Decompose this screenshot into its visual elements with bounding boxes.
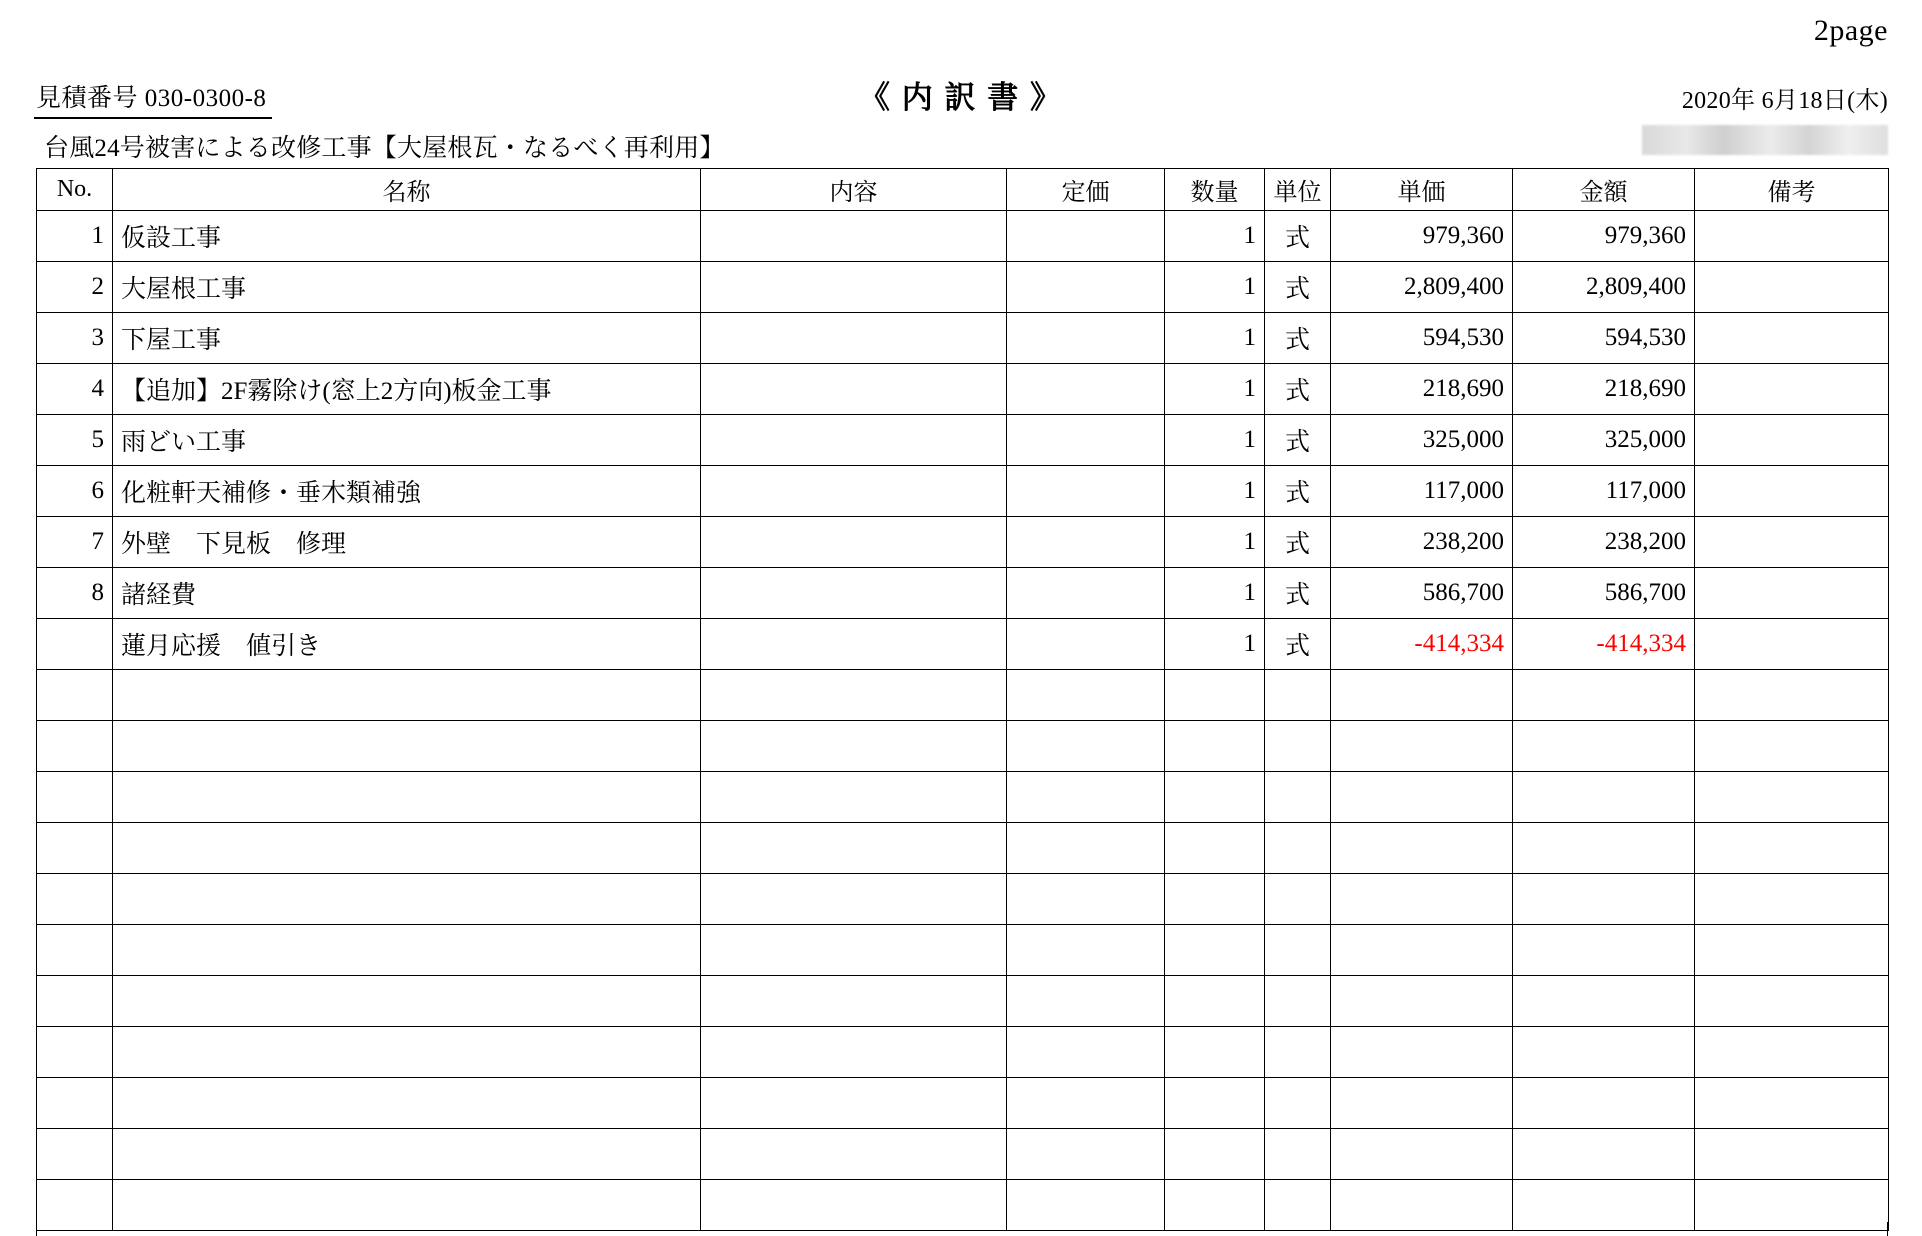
cell-content (701, 721, 1007, 772)
cell-content (701, 823, 1007, 874)
cell-amount (1513, 823, 1695, 874)
cell-price (1007, 670, 1165, 721)
redacted-block (1642, 125, 1888, 155)
cell-unit-price (1331, 1129, 1513, 1180)
cell-unit (1265, 721, 1331, 772)
cell-no (37, 1027, 113, 1078)
cell-content (701, 313, 1007, 364)
table-body (37, 211, 1889, 1231)
cell-no: 7 (37, 517, 113, 568)
cell-quantity: 1 (1165, 619, 1265, 670)
cell-price (1007, 772, 1165, 823)
cell-no (37, 976, 113, 1027)
cell-content (701, 466, 1007, 517)
cell-amount (1513, 1129, 1695, 1180)
cell-unit-price (1331, 772, 1513, 823)
cell-amount: 979,360 (1513, 211, 1695, 262)
table-row[interactable] (37, 262, 1889, 313)
cell-no (37, 619, 113, 670)
cell-content (701, 1027, 1007, 1078)
cell-unit (1265, 874, 1331, 925)
column-header-no: No. (37, 169, 113, 211)
cell-no (37, 1129, 113, 1180)
cell-name: 仮設工事 (113, 211, 701, 262)
cell-no (37, 721, 113, 772)
cell-unit-price: 218,690 (1331, 364, 1513, 415)
cell-quantity: 1 (1165, 313, 1265, 364)
cell-price (1007, 823, 1165, 874)
cell-content (701, 568, 1007, 619)
cell-unit-price: 594,530 (1331, 313, 1513, 364)
cell-name (113, 1078, 701, 1129)
cell-note (1695, 823, 1889, 874)
cell-no: 5 (37, 415, 113, 466)
cell-name (113, 772, 701, 823)
cell-unit-price: 325,000 (1331, 415, 1513, 466)
cell-amount (1513, 874, 1695, 925)
table-header-row (37, 169, 1889, 211)
project-title: 台風24号被害による改修工事【大屋根瓦・なるべく再利用】 (44, 135, 725, 162)
table-row[interactable] (37, 568, 1889, 619)
cell-no (37, 925, 113, 976)
cell-amount: 325,000 (1513, 415, 1695, 466)
table-row[interactable] (37, 874, 1889, 925)
column-header-unitprice: 単価 (1331, 169, 1513, 211)
cell-price (1007, 619, 1165, 670)
cell-note (1695, 1027, 1889, 1078)
cell-amount (1513, 721, 1695, 772)
cell-price (1007, 925, 1165, 976)
cell-note (1695, 670, 1889, 721)
cell-name: 雨どい工事 (113, 415, 701, 466)
cell-note (1695, 721, 1889, 772)
cell-name (113, 1027, 701, 1078)
cell-content (701, 670, 1007, 721)
cell-unit: 式 (1265, 364, 1331, 415)
cell-no: 6 (37, 466, 113, 517)
cell-unit (1265, 823, 1331, 874)
cell-unit (1265, 976, 1331, 1027)
cell-name: 【追加】2F霧除け(窓上2方向)板金工事 (113, 364, 701, 415)
cell-name (113, 874, 701, 925)
cell-unit-price: 2,809,400 (1331, 262, 1513, 313)
cell-name (113, 976, 701, 1027)
cell-no: 3 (37, 313, 113, 364)
cell-note (1695, 568, 1889, 619)
cell-unit (1265, 1129, 1331, 1180)
cell-amount (1513, 976, 1695, 1027)
cell-note (1695, 976, 1889, 1027)
cell-unit: 式 (1265, 211, 1331, 262)
column-header-name: 名称 (113, 169, 701, 211)
column-header-content: 内容 (701, 169, 1007, 211)
table-bottom-edge (36, 1222, 1888, 1236)
cell-name (113, 721, 701, 772)
breakdown-table (36, 168, 1889, 1231)
cell-quantity (1165, 1078, 1265, 1129)
cell-content (701, 415, 1007, 466)
cell-quantity (1165, 670, 1265, 721)
cell-unit-price (1331, 823, 1513, 874)
cell-note (1695, 1129, 1889, 1180)
cell-amount: -414,334 (1513, 619, 1695, 670)
cell-note (1695, 211, 1889, 262)
cell-unit: 式 (1265, 466, 1331, 517)
table-row[interactable] (37, 1129, 1889, 1180)
cell-unit-price (1331, 670, 1513, 721)
cell-name (113, 670, 701, 721)
cell-price (1007, 568, 1165, 619)
cell-amount: 238,200 (1513, 517, 1695, 568)
table-row[interactable] (37, 721, 1889, 772)
cell-amount: 218,690 (1513, 364, 1695, 415)
cell-amount (1513, 772, 1695, 823)
cell-quantity (1165, 772, 1265, 823)
cell-unit-price: 117,000 (1331, 466, 1513, 517)
cell-quantity (1165, 721, 1265, 772)
cell-quantity: 1 (1165, 415, 1265, 466)
table-row[interactable] (37, 1078, 1889, 1129)
page-title: 《 内 訳 書 》 (859, 80, 1063, 115)
cell-note (1695, 1078, 1889, 1129)
cell-name: 下屋工事 (113, 313, 701, 364)
cell-unit (1265, 1027, 1331, 1078)
cell-content (701, 262, 1007, 313)
cell-no: 8 (37, 568, 113, 619)
cell-unit-price: 586,700 (1331, 568, 1513, 619)
cell-price (1007, 1078, 1165, 1129)
cell-unit-price: 979,360 (1331, 211, 1513, 262)
cell-note (1695, 466, 1889, 517)
table-row[interactable] (37, 415, 1889, 466)
cell-price (1007, 262, 1165, 313)
cell-quantity: 1 (1165, 517, 1265, 568)
cell-price (1007, 364, 1165, 415)
cell-quantity (1165, 823, 1265, 874)
cell-content (701, 1129, 1007, 1180)
cell-price (1007, 874, 1165, 925)
column-header-note: 備考 (1695, 169, 1889, 211)
cell-unit-price: -414,334 (1331, 619, 1513, 670)
table-row[interactable] (37, 1027, 1889, 1078)
cell-unit: 式 (1265, 619, 1331, 670)
column-header-amount: 金額 (1513, 169, 1695, 211)
cell-content (701, 517, 1007, 568)
cell-price (1007, 466, 1165, 517)
table-row[interactable] (37, 670, 1889, 721)
cell-unit-price (1331, 721, 1513, 772)
cell-quantity: 1 (1165, 364, 1265, 415)
table-row[interactable] (37, 364, 1889, 415)
cell-price (1007, 313, 1165, 364)
cell-unit: 式 (1265, 262, 1331, 313)
table-row[interactable] (37, 313, 1889, 364)
cell-amount (1513, 1027, 1695, 1078)
cell-content (701, 619, 1007, 670)
document-date: 2020年 6月18日(木) (1681, 88, 1888, 114)
cell-unit: 式 (1265, 517, 1331, 568)
cell-price (1007, 517, 1165, 568)
cell-quantity: 1 (1165, 262, 1265, 313)
cell-unit-price (1331, 1027, 1513, 1078)
cell-amount (1513, 1078, 1695, 1129)
cell-amount: 594,530 (1513, 313, 1695, 364)
cell-name (113, 1129, 701, 1180)
cell-quantity: 1 (1165, 211, 1265, 262)
cell-price (1007, 1129, 1165, 1180)
cell-unit-price: 238,200 (1331, 517, 1513, 568)
cell-unit: 式 (1265, 568, 1331, 619)
cell-content (701, 1078, 1007, 1129)
cell-name: 外壁 下見板 修理 (113, 517, 701, 568)
cell-quantity: 1 (1165, 568, 1265, 619)
cell-unit (1265, 925, 1331, 976)
page-number: 2page (1813, 14, 1888, 47)
cell-unit (1265, 772, 1331, 823)
breakdown-table-wrapper (36, 168, 1888, 1231)
cell-unit-price (1331, 874, 1513, 925)
table-row[interactable] (37, 466, 1889, 517)
table-row[interactable] (37, 619, 1889, 670)
cell-no (37, 874, 113, 925)
cell-name: 蓮月応援 値引き (113, 619, 701, 670)
cell-name: 諸経費 (113, 568, 701, 619)
cell-unit: 式 (1265, 415, 1331, 466)
cell-price (1007, 415, 1165, 466)
column-header-qty: 数量 (1165, 169, 1265, 211)
cell-content (701, 211, 1007, 262)
table-row[interactable] (37, 823, 1889, 874)
table-row[interactable] (37, 211, 1889, 262)
cell-note (1695, 313, 1889, 364)
cell-unit-price (1331, 1078, 1513, 1129)
cell-amount (1513, 925, 1695, 976)
cell-no: 1 (37, 211, 113, 262)
cell-no: 2 (37, 262, 113, 313)
cell-quantity (1165, 874, 1265, 925)
cell-content (701, 772, 1007, 823)
table-row[interactable] (37, 976, 1889, 1027)
cell-amount: 586,700 (1513, 568, 1695, 619)
table-row[interactable] (37, 925, 1889, 976)
cell-amount (1513, 670, 1695, 721)
cell-price (1007, 211, 1165, 262)
cell-price (1007, 721, 1165, 772)
table-row[interactable] (37, 517, 1889, 568)
quote-number: 見積番号 030-0300-8 (34, 78, 272, 119)
cell-no: 4 (37, 364, 113, 415)
cell-note (1695, 517, 1889, 568)
cell-content (701, 976, 1007, 1027)
cell-note (1695, 925, 1889, 976)
cell-unit (1265, 670, 1331, 721)
cell-quantity (1165, 925, 1265, 976)
cell-name: 化粧軒天補修・垂木類補強 (113, 466, 701, 517)
cell-name: 大屋根工事 (113, 262, 701, 313)
cell-note (1695, 364, 1889, 415)
cell-no (37, 823, 113, 874)
cell-unit-price (1331, 925, 1513, 976)
cell-no (37, 772, 113, 823)
cell-note (1695, 415, 1889, 466)
cell-price (1007, 1027, 1165, 1078)
cell-name (113, 925, 701, 976)
cell-unit (1265, 1078, 1331, 1129)
cell-price (1007, 976, 1165, 1027)
column-header-unit: 単位 (1265, 169, 1331, 211)
cell-quantity: 1 (1165, 466, 1265, 517)
cell-quantity (1165, 1027, 1265, 1078)
cell-amount: 2,809,400 (1513, 262, 1695, 313)
cell-content (701, 364, 1007, 415)
cell-note (1695, 619, 1889, 670)
cell-name (113, 823, 701, 874)
cell-content (701, 874, 1007, 925)
cell-note (1695, 262, 1889, 313)
cell-quantity (1165, 976, 1265, 1027)
cell-unit: 式 (1265, 313, 1331, 364)
table-row[interactable] (37, 772, 1889, 823)
cell-content (701, 925, 1007, 976)
cell-no (37, 1078, 113, 1129)
column-header-price: 定価 (1007, 169, 1165, 211)
cell-quantity (1165, 1129, 1265, 1180)
cell-no (37, 670, 113, 721)
cell-amount: 117,000 (1513, 466, 1695, 517)
cell-unit-price (1331, 976, 1513, 1027)
cell-note (1695, 772, 1889, 823)
cell-note (1695, 874, 1889, 925)
